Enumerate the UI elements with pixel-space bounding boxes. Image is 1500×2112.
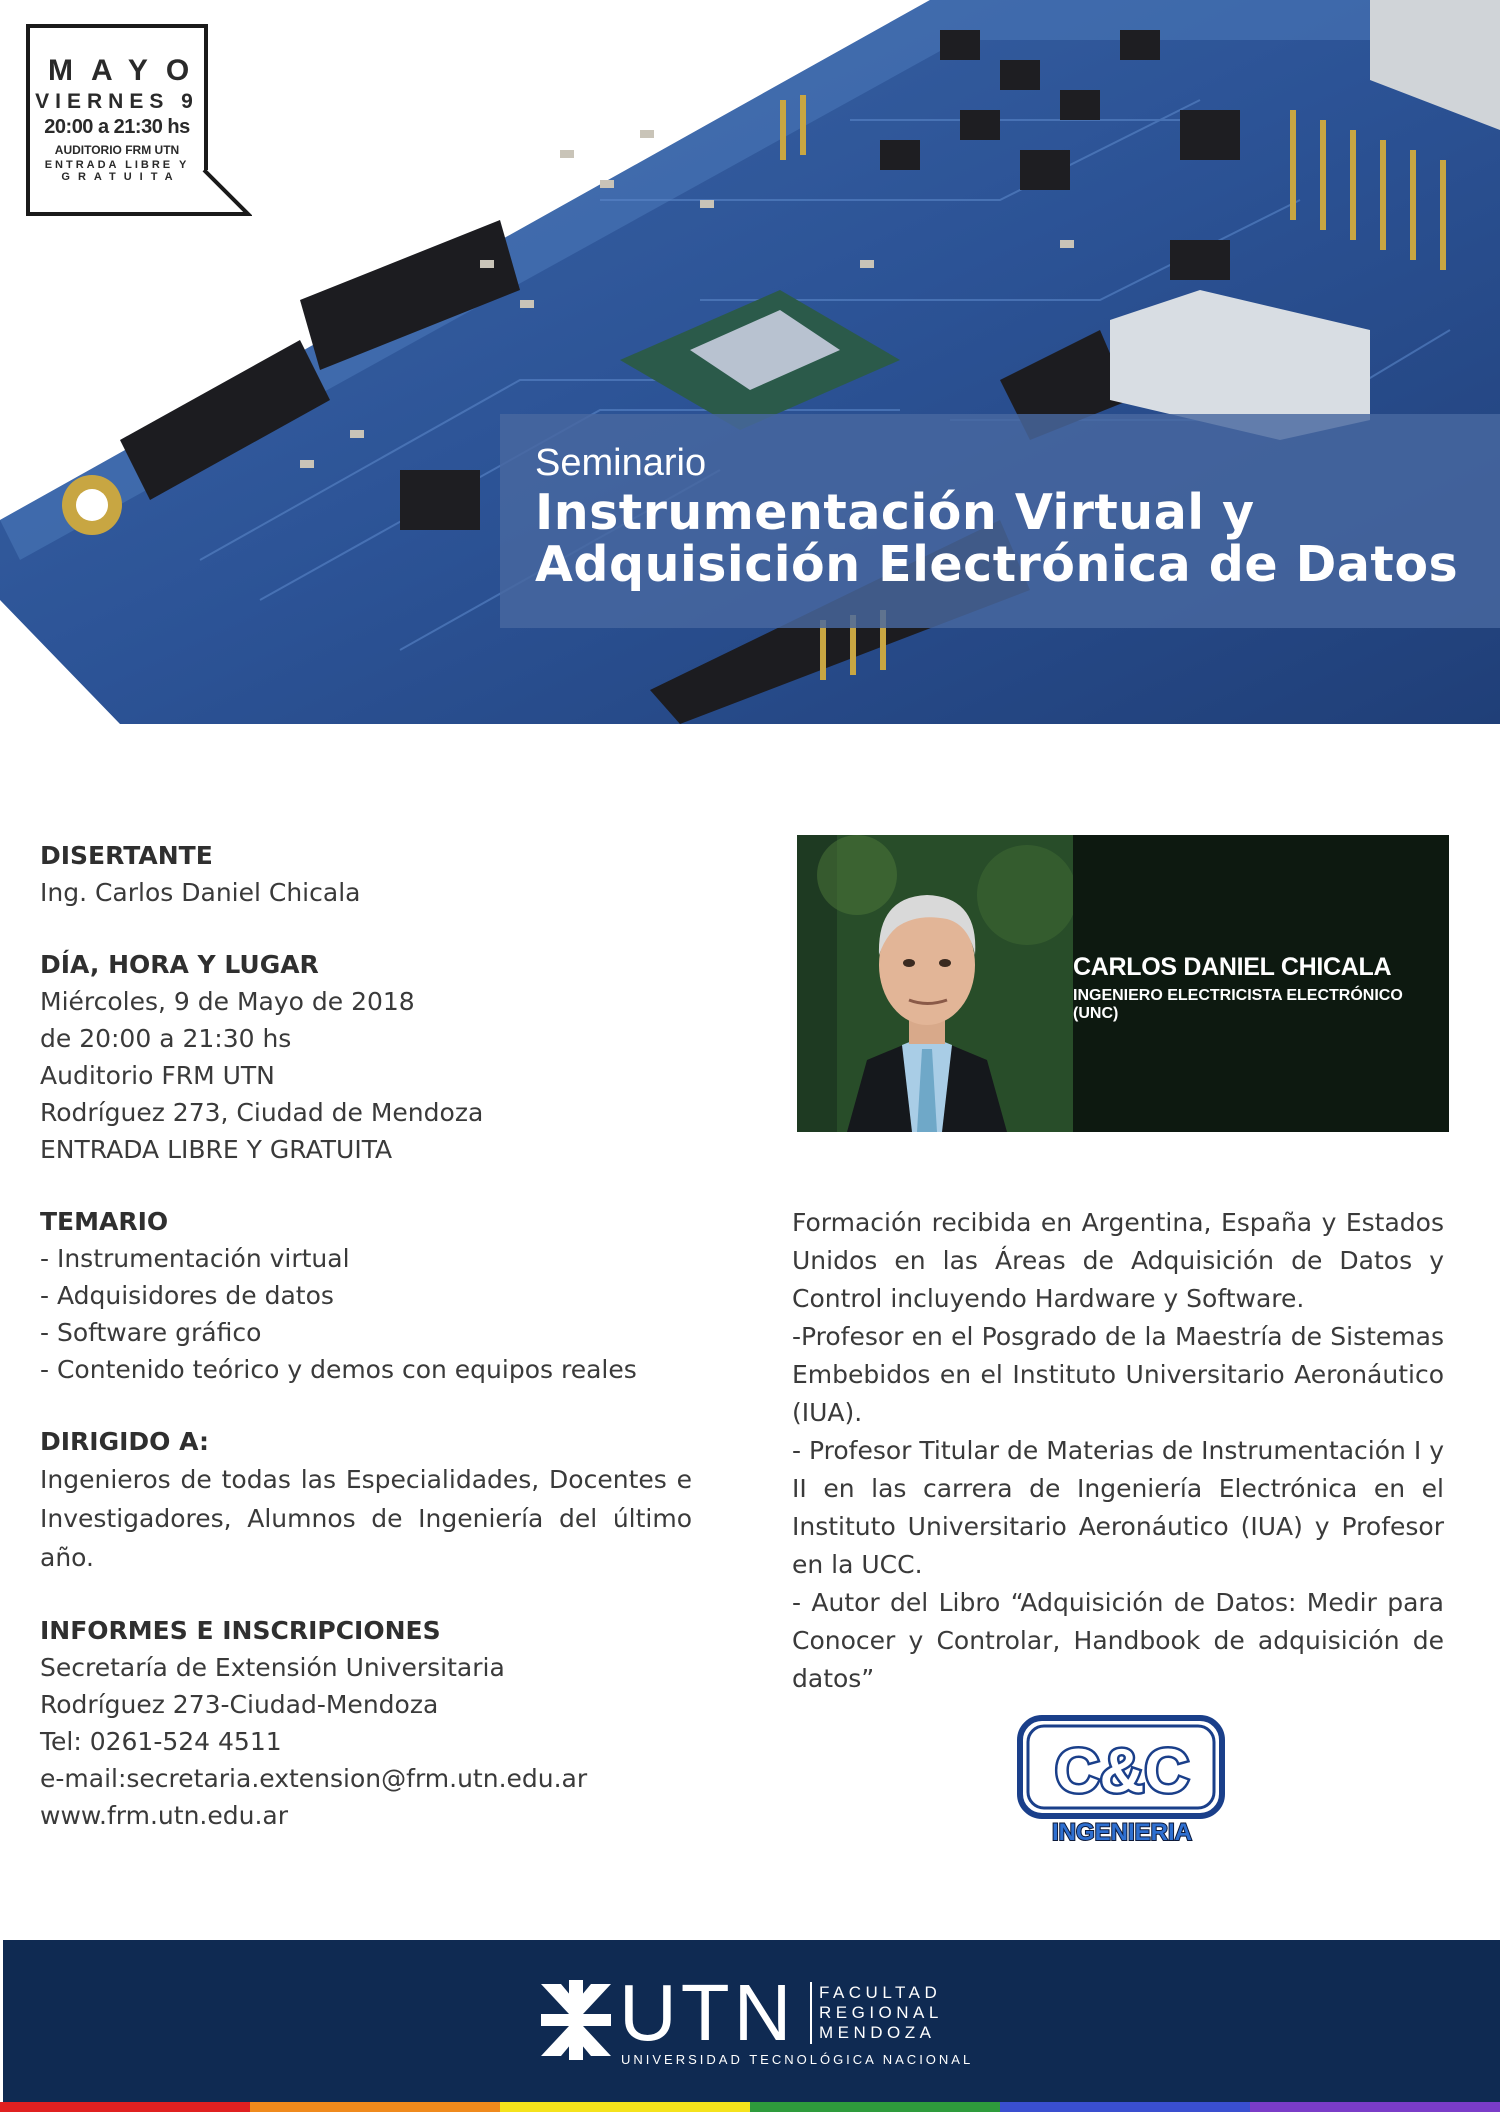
faculty-line2: REGIONAL [819,2003,943,2022]
speaker-portrait [797,835,1073,1132]
contact-heading: INFORMES E INSCRIPCIONES [40,1616,441,1645]
contact-phone: Tel: 0261-524 4511 [40,1727,282,1756]
when-where-heading: DÍA, HORA Y LUGAR [40,950,319,979]
bio-paragraph: Formación recibida en Argentina, España y Estados Unidos en las Áreas de Adquisición de Datos y Control incluyendo Hardware y Software. [792,1208,1444,1313]
utn-emblem-icon [541,1980,611,2060]
date-box-tail [200,170,252,222]
hero-banner [0,0,1500,724]
faculty-line1: FACULTAD [819,1983,942,2002]
bio-paragraph: - Autor del Libro “Adquisición de Datos: Medir para Conocer y Controlar, Handbook de adquisición de datos” [792,1588,1444,1693]
contact-address: Rodríguez 273-Ciudad-Mendoza [40,1690,439,1719]
seminar-title-line1: Instrumentación Virtual y [535,484,1255,541]
speaker-name: Ing. Carlos Daniel Chicala [40,878,361,907]
when-where-line: de 20:00 a 21:30 hs [40,1024,292,1053]
speaker-section [40,838,692,911]
rainbow-segment [1000,2102,1250,2112]
event-day: VIERNES 9 [35,90,199,113]
contact-section [40,1613,692,1834]
topic-item: - Adquisidores de datos [40,1281,334,1310]
seminar-title-line2: Adquisición Electrónica de Datos [535,536,1459,593]
contact-email: e-mail:secretaria.extension@frm.utn.edu.ar [40,1764,588,1793]
topics-section [40,1204,692,1388]
topic-item: - Software gráfico [40,1318,262,1347]
university-name: UNIVERSIDAD TECNOLÓGICA NACIONAL [621,2052,974,2067]
speaker-bio [792,1204,1444,1698]
rainbow-segment [500,2102,750,2112]
contact-website: www.frm.utn.edu.ar [40,1801,289,1830]
seminar-kicker: Seminario [535,442,707,484]
faculty-line3: MENDOZA [819,2023,936,2042]
event-month: MAYO [48,54,208,87]
cc-logo-label: INGENIERIA [1051,1819,1193,1846]
utn-footer [3,1940,1500,2102]
bio-paragraph: - Profesor Titular de Materias de Instrumentación I y II en las carrera de Ingeniería Electrónica en el Instituto Universitario Aeronáutico (IUA) y Profesor en la UCC. [792,1436,1444,1579]
rainbow-segment [1250,2102,1500,2112]
when-where-line: ENTRADA LIBRE Y GRATUITA [40,1135,393,1164]
event-free-line2: GRATUITA [61,171,181,183]
rainbow-segment [0,2102,250,2112]
when-where-line: Miércoles, 9 de Mayo de 2018 [40,987,415,1016]
photo-caption-role: INGENIERO ELECTRICISTA ELECTRÓNICO (UNC) [1073,987,1403,1022]
rainbow-stripe [0,2102,1500,2112]
rainbow-segment [750,2102,1000,2112]
when-where-section [40,947,692,1168]
event-venue: AUDITORIO FRM UTN [54,143,180,157]
topic-item: - Contenido teórico y demos con equipos reales [40,1355,637,1384]
cc-ingenieria-logo [1014,1712,1230,1848]
topic-item: - Instrumentación virtual [40,1244,350,1273]
speaker-photo-card [797,835,1449,1132]
when-where-line: Rodríguez 273, Ciudad de Mendoza [40,1098,484,1127]
rainbow-segment [250,2102,500,2112]
when-where-line: Auditorio FRM UTN [40,1061,275,1090]
audience-heading: DIRIGIDO A: [40,1427,209,1456]
contact-office: Secretaría de Extensión Universitaria [40,1653,505,1682]
utn-wordmark: UTN [619,1968,796,2057]
speaker-heading: DISERTANTE [40,841,213,870]
event-date-box [26,24,208,216]
bio-paragraph: -Profesor en el Posgrado de la Maestría de Sistemas Embebidos en el Instituto Universitario Aeronáutico (IUA). [792,1322,1444,1427]
topics-heading: TEMARIO [40,1207,169,1236]
audience-section [40,1424,692,1577]
event-free-line1: ENTRADA LIBRE Y [44,159,190,171]
cc-logo-mark: C&C [1054,1737,1190,1806]
audience-text: Ingenieros de todas las Especialidades, Docentes e Investigadores, Alumnos de Ingeniería del último año. [40,1465,692,1572]
footer-divider [810,1982,812,2044]
photo-caption-name: CARLOS DANIEL CHICALA [1073,953,1392,981]
event-time: 20:00 a 21:30 hs [44,116,190,138]
event-details-column [40,838,692,1870]
